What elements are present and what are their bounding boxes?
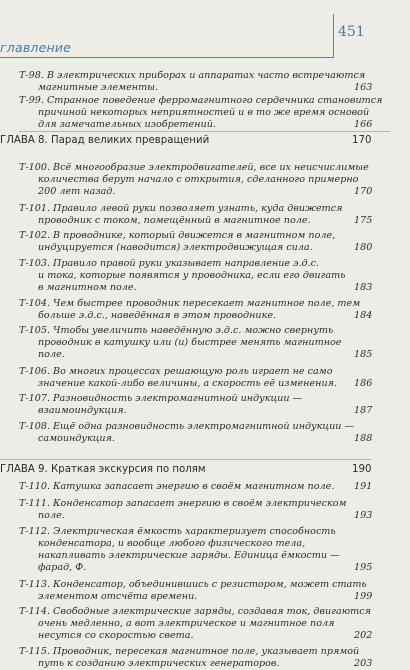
- entry-text-line: проводник с током, помещённый в магнитное поле.: [38, 215, 311, 226]
- entry-text-line: поле.: [38, 349, 65, 360]
- entry-text-line: Т-98. В электрических приборах и аппаратах часто встречаются: [19, 70, 366, 81]
- entry-text-line: Т-110. Катушка запасает энергию в своём магнитном поле.: [19, 481, 335, 492]
- entry-page-number: 184: [354, 310, 373, 321]
- entry-text-line: для замечательных изобретений.: [38, 119, 216, 130]
- entry-text-line: причиной некоторых неприятностей и в то же время основой: [38, 107, 370, 118]
- entry-text-line: Т-108. Ещё одна разновидность электромагнитной индукции —: [19, 421, 355, 432]
- entry-text-line: Т-115. Проводник, пересекая магнитное поле, указывает прямой: [19, 646, 360, 657]
- entry-text-line: Т-105. Чтобы увеличить наведённую э.д.с. можно свернуть: [19, 325, 334, 336]
- entry-page-number: 175: [354, 215, 373, 226]
- running-header-section: главление: [0, 40, 72, 55]
- entry-page-number: 170: [352, 135, 372, 146]
- entry-text-line: Т-114. Свободные электрические заряды, создавая ток, двигаются: [19, 606, 371, 617]
- entry-text-line: магнитные элементы.: [38, 82, 159, 93]
- entry-text-line: конденсатора, и вообще любого физического тела,: [38, 538, 306, 549]
- entry-text-line: фарад, Ф.: [38, 562, 87, 573]
- entry-text-line: взаимоиндукция.: [38, 405, 127, 416]
- entry-text-line: 200 лет назад.: [38, 186, 116, 197]
- entry-text-line: путь к созданию электрических генераторов.: [38, 658, 280, 669]
- entry-page-number: 166: [354, 119, 373, 130]
- entry-page-number: 203: [354, 658, 373, 669]
- entry-page-number: 199: [354, 591, 373, 602]
- entry-text-line: Т-100. Всё многообразие электродвигателей, все их неисчислимые: [19, 162, 369, 173]
- entry-text-line: самоиндукция.: [38, 433, 115, 444]
- entry-text-line: несутся со скоростью света.: [38, 630, 194, 641]
- entry-text-line: элементом отсчёта времени.: [38, 591, 198, 602]
- entry-page-number: 187: [354, 405, 373, 416]
- entry-page-number: 180: [354, 242, 373, 253]
- entry-text-line: Т-111. Конденсатор запасает энергию в своём электрическом: [19, 498, 347, 509]
- entry-page-number: 202: [354, 630, 373, 641]
- entry-text-line: и тока, которые появятся у проводника, если его двигать: [38, 270, 346, 281]
- entry-text-line: больше э.д.с., наведённая в этом проводнике.: [38, 310, 277, 321]
- entry-page-number: 163: [354, 82, 373, 93]
- chapter-separator: [19, 131, 390, 132]
- entry-text-line: в магнитном поле.: [38, 282, 137, 293]
- chapter-title: ГЛАВА 8. Парад великих превращений: [0, 135, 210, 146]
- entry-page-number: 170: [354, 186, 373, 197]
- entry-text-line: Т-99. Странное поведение ферромагнитного сердечника становится: [19, 95, 383, 106]
- entry-text-line: Т-101. Правило левой руки позволяет узнать, куда движется: [19, 203, 343, 214]
- entry-page-number: 186: [354, 378, 373, 389]
- entry-text-line: очень медленно, а вот электрическое и магнитное поля: [38, 618, 335, 629]
- entry-text-line: индуцируется (наводится) электродвижущая сила.: [38, 242, 313, 253]
- entry-page-number: 193: [354, 510, 373, 521]
- page-number: 451: [338, 24, 365, 40]
- entry-page-number: 190: [352, 464, 372, 475]
- entry-text-line: количества берут начало с открытия, сделанного примерно: [38, 174, 359, 185]
- entry-page-number: 188: [354, 433, 373, 444]
- chapter-separator: [0, 459, 371, 460]
- entry-text-line: проводник в катушку или (и) быстрее менять магнитное: [38, 337, 342, 348]
- entry-text-line: Т-106. Во многих процессах решающую роль играет не само: [19, 366, 333, 377]
- entry-page-number: 195: [354, 562, 373, 573]
- entry-text-line: Т-112. Электрическая ёмкость характеризует способность: [19, 526, 336, 537]
- entry-text-line: поле.: [38, 510, 65, 521]
- entry-text-line: Т-113. Конденсатор, объединившись с резистором, может стать: [19, 579, 367, 590]
- entry-text-line: Т-107. Разновидность электромагнитной индукции —: [19, 393, 303, 404]
- entry-page-number: 191: [354, 481, 373, 492]
- chapter-title: ГЛАВА 9. Краткая экскурсия по полям: [0, 464, 206, 475]
- entry-page-number: 185: [354, 349, 373, 360]
- entry-text-line: значение какой-либо величины, а скорость её изменения.: [38, 378, 338, 389]
- entry-text-line: накапливать электрические заряды. Единица ёмкости —: [38, 550, 340, 561]
- entry-text-line: Т-104. Чем быстрее проводник пересекает магнитное поле, тем: [19, 298, 361, 309]
- entry-page-number: 183: [354, 282, 373, 293]
- entry-text-line: Т-102. В проводнике, который движется в магнитном поле,: [19, 230, 336, 241]
- entry-text-line: Т-103. Правило правой руки указывает направление э.д.с.: [19, 258, 320, 269]
